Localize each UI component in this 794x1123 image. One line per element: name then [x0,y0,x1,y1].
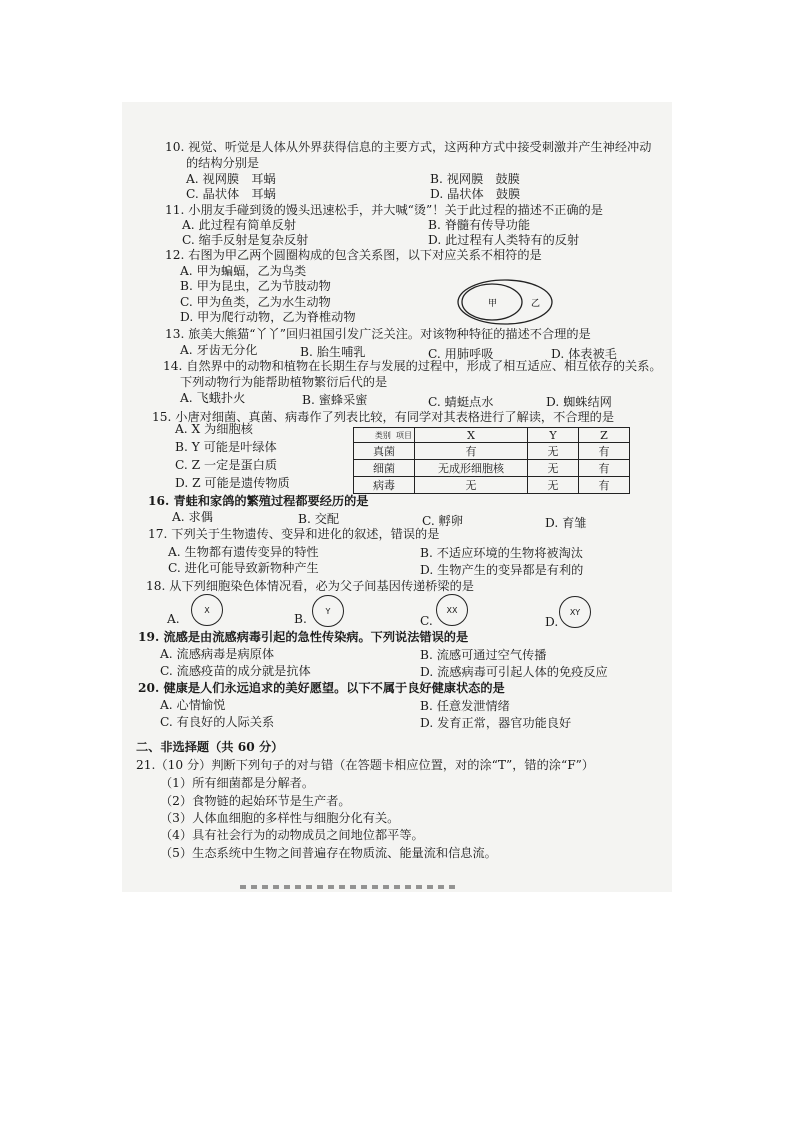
q11-option-c: C. 缩手反射是复杂反射 [182,233,309,247]
q13-option-a: A. 牙齿无分化 [180,343,258,357]
q17-option-a: A. 生物都有遗传变异的特性 [168,545,319,559]
q14-stem-cont: 下列动物行为能帮助植物繁衍后代的是 [180,375,388,389]
q21-item: （1）所有细菌都是分解者。 [160,776,315,790]
q15-stem: 15. 小唐对细菌、真菌、病毒作了列表比较，有同学对其表格进行了解读，不合理的是 [152,410,615,424]
section-title: 二、非选择题（共 60 分） [136,740,284,754]
table-cell: 有 [579,443,630,460]
q16-option-b: B. 交配 [298,512,340,526]
table-cell: 无 [528,460,579,477]
table-cell: 无 [415,477,528,494]
q18-option-a: A. [167,612,180,626]
table-cell: 无 [528,477,579,494]
q20-option-b: B. 任意发泄情绪 [420,699,510,713]
q13-stem: 13. 旅美大熊猫“丫丫”回归祖国引发广泛关注。对该物种特征的描述不合理的是 [165,327,591,341]
q20-option-c: C. 有良好的人际关系 [160,715,275,729]
q18-option-d: D. [545,615,559,629]
q10-option-c: C. 晶状体 耳蜗 [186,187,276,201]
q21-item: （3）人体血细胞的多样性与细胞分化有关。 [160,811,400,825]
comparison-table [353,427,630,494]
q21-item: （5）生态系统中生物之间普遍存在物质流、能量流和信息流。 [160,846,497,860]
table-header: Z [579,428,630,443]
scan-smudge [240,885,455,889]
cell-x: X [191,594,223,626]
table-cell: 无成形细胞核 [415,460,528,477]
q14-option-a: A. 飞蛾扑火 [180,391,246,405]
q19-option-d: D. 流感病毒可引起人体的免疫反应 [420,665,608,679]
table-row-label: 病毒 [354,477,415,494]
table-row-label: 真菌 [354,443,415,460]
cell-xy: XY [559,596,591,628]
q18-option-b: B. [294,612,307,626]
q17-stem: 17. 下列关于生物遗传、变异和进化的叙述，错误的是 [148,527,440,541]
table-row [354,460,630,477]
q11-option-d: D. 此过程有人类特有的反射 [428,233,580,247]
q10-option-d: D. 晶状体 鼓膜 [430,187,521,201]
outer-circle-label: 乙 [531,299,541,309]
q15-option-d: D. Z 可能是遗传物质 [175,476,290,490]
q12-option-d: D. 甲为爬行动物，乙为脊椎动物 [180,310,356,324]
q12-option-a: A. 甲为蝙蝠，乙为鸟类 [180,264,307,278]
q20-stem: 20. 健康是人们永远追求的美好愿望。以下不属于良好健康状态的是 [138,681,505,695]
q18-stem: 18. 从下列细胞染色体情况看，必为父子间基因传递桥梁的是 [146,579,474,593]
table-corner [354,428,415,443]
table-header: X [415,428,528,443]
table-corner-top: 项目 [396,430,412,440]
q10-option-a: A. 视网膜 耳蜗 [186,172,276,186]
q15-option-b: B. Y 可能是叶绿体 [175,440,277,454]
q16-option-a: A. 求偶 [172,510,213,524]
q19-option-a: A. 流感病毒是病原体 [160,647,275,661]
q21-item: （2）食物链的起始环节是生产者。 [160,794,351,808]
q12-option-c: C. 甲为鱼类，乙为水生动物 [180,295,331,309]
q19-option-b: B. 流感可通过空气传播 [420,648,547,662]
q16-option-c: C. 孵卵 [422,514,464,528]
table-corner-bottom: 类别 [374,430,391,440]
q17-option-d: D. 生物产生的变异都是有利的 [420,563,584,577]
q15-option-a: A. X 为细胞核 [175,422,253,436]
cell-y: Y [312,595,344,627]
q10-stem-cont: 的结构分别是 [186,156,260,170]
cell-xx: XX [436,594,468,626]
q14-option-c: C. 蜻蜓点水 [428,395,494,409]
q11-option-a: A. 此过程有简单反射 [182,218,297,232]
q13-option-d: D. 体表被毛 [551,347,617,361]
q16-stem: 16. 青蛙和家鸽的繁殖过程都要经历的是 [148,494,369,508]
q16-option-d: D. 育雏 [545,516,587,530]
table-cell: 有 [579,460,630,477]
table-row-label: 细菌 [354,460,415,477]
table-cell: 有 [579,477,630,494]
q19-stem: 19. 流感是由流感病毒引起的急性传染病。下列说法错误的是 [138,630,469,644]
q11-option-b: B. 脊髓有传导功能 [428,218,531,232]
q11-stem: 11. 小朋友手碰到烫的馒头迅速松手，并大喊“烫”！关于此过程的描述不正确的是 [165,203,603,217]
table-header-row [354,428,630,443]
q13-option-b: B. 胎生哺乳 [300,345,366,359]
q14-option-b: B. 蜜蜂采蜜 [302,393,368,407]
q18-option-c: C. [420,614,433,628]
table-row [354,477,630,494]
table-cell: 有 [415,443,528,460]
table-row [354,443,630,460]
q20-option-d: D. 发育正常，器官功能良好 [420,716,572,730]
q14-option-d: D. 蜘蛛结网 [546,395,612,409]
q10-option-b: B. 视网膜 鼓膜 [430,172,520,186]
q19-option-c: C. 流感疫苗的成分就是抗体 [160,664,311,678]
q17-option-c: C. 进化可能导致新物种产生 [168,561,319,575]
q21-item: （4）具有社会行为的动物成员之间地位都平等。 [160,828,424,842]
q20-option-a: A. 心情愉悦 [160,698,226,712]
q17-option-b: B. 不适应环境的生物将被淘汰 [420,546,583,560]
q14-stem: 14. 自然界中的动物和植物在长期生存与发展的过程中，形成了相互适应、相互依存的关系。 [163,359,662,373]
inner-circle-label: 甲 [488,299,498,309]
table-cell: 无 [528,443,579,460]
q13-option-c: C. 用肺呼吸 [428,347,494,361]
q12-option-b: B. 甲为昆虫，乙为节肢动物 [180,279,331,293]
table-header: Y [528,428,579,443]
q10-stem: 10. 视觉、听觉是人体从外界获得信息的主要方式，这两种方式中接受刺激并产生神经冲动 [165,140,652,154]
q21-stem: 21.（10 分）判断下列句子的对与错（在答题卡相应位置，对的涂“T”，错的涂“F”） [136,758,595,772]
q12-stem: 12. 右图为甲乙两个圆圈构成的包含关系图，以下对应关系不相符的是 [165,248,542,262]
venn-diagram [455,276,555,328]
q15-option-c: C. Z 一定是蛋白质 [175,458,278,472]
